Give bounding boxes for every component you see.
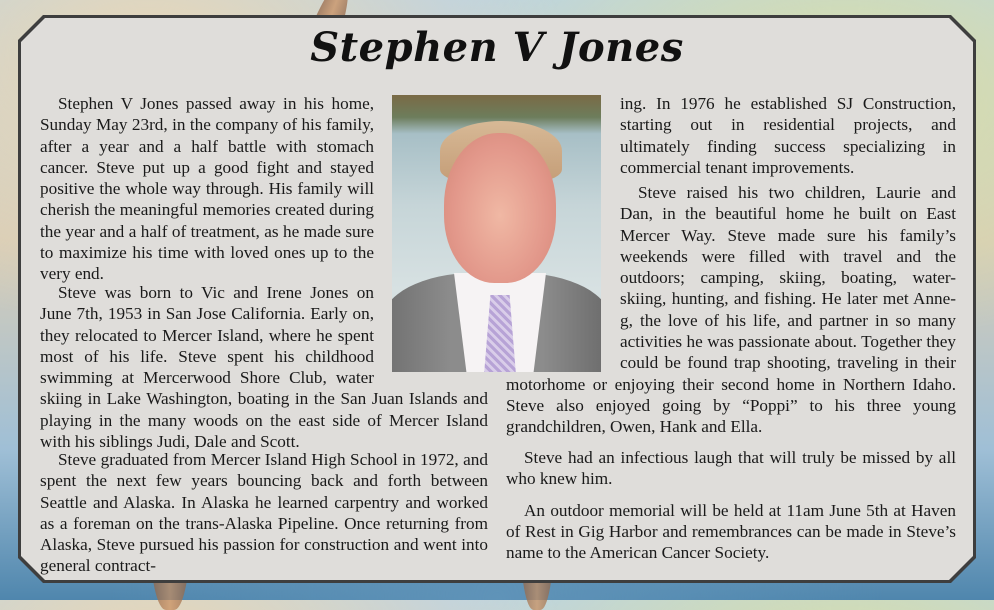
photo-wrap-spacer xyxy=(506,182,620,372)
right-column-bottom xyxy=(506,447,956,573)
paragraph-passing: Stephen V Jones passed away in his home, Sunday May 23rd, in the company of his family, after a year and a half battle with stomach cancer. Steve put up a good fight and stayed positive the whole way through. His family will cherish the meaningful memories created during the year and a half of treatment, as he made sure to maximize his time with loved ones up to the very end. xyxy=(40,94,374,284)
paragraph-laugh: Steve had an infectious laugh that will truly be missed by all who knew him. xyxy=(506,448,956,489)
paragraph-birth-text: Steve was born to Vic and Irene Jones on June 7th, 1953 in San Jose California. Early on, they relocated to Mercer Island, where he spent most of his life. Steve spent his childhood swimming at Mercerwood Shore Club, water skiing in Lake Washington, boating in the San Juan Islands and playing in the many woods on the east side of Mercer Island with his siblings Judi, Dale and Scott. xyxy=(40,283,488,452)
right-column-family xyxy=(506,182,956,438)
obituary-title: Stephen V Jones xyxy=(310,24,684,71)
right-column xyxy=(620,93,956,188)
left-column-top xyxy=(40,93,374,295)
left-column-bottom xyxy=(40,449,488,587)
paragraph-memorial: An outdoor memorial will be held at 11am June 5th at Haven of Rest in Gig Harbor and remembrances can be made in Steve’s name to the American Cancer Society. xyxy=(506,500,956,563)
left-column-birth xyxy=(40,282,488,452)
paragraph-family: Steve raised his two children, Laurie and Dan, in the beautiful home he built on East Mercer Way. Steve made sure his family’s weekends were filled with travel and the outdoors; camping, skiing, boating, water-skiing, hunting, and fishing. He later met Anne-g, the love of his life, and partner in so many activities he was passionate about. Together they could be found trap shooting, traveling in their motorhome or enjoying their second home in Northern Idaho. Steve also enjoyed going by “Poppi” to his three young grandchildren, Owen, Hank and Ella. xyxy=(506,183,956,437)
paragraph-career: Steve graduated from Mercer Island High School in 1972, and spent the next few years bouncing back and forth between Seattle and Alaska. In Alaska he learned carpentry and worked as a foreman on the trans-Alaska Pipeline. Once returning from Alaska, Steve pursued his passion for construction and went into general contract- xyxy=(40,450,488,576)
paragraph-construction: ing. In 1976 he established SJ Construction, starting out in residential projects, and ultimately finding success specializing in commercial tenant improvements. xyxy=(620,94,956,177)
